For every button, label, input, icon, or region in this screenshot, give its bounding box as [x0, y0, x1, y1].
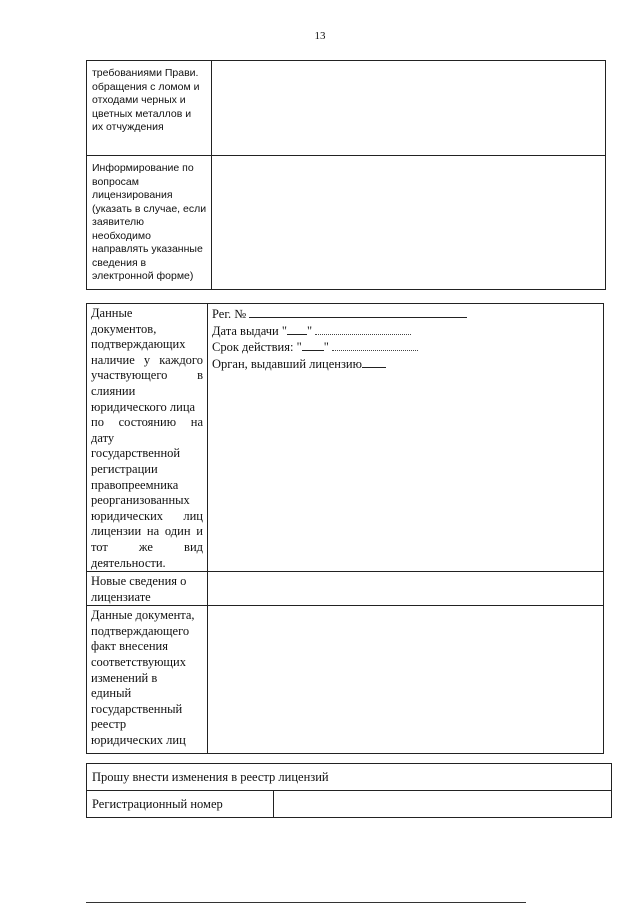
validity-label: Срок действия: " [212, 340, 302, 355]
reg-number-line [212, 306, 599, 323]
issuer-label: Орган, выдавший лицензию [212, 356, 362, 371]
license-details-cell [208, 304, 604, 572]
licensing-info-value[interactable] [212, 156, 606, 290]
validity-line [212, 339, 599, 356]
validity-day-field[interactable] [302, 339, 324, 351]
new-licensee-info-value[interactable] [208, 572, 604, 606]
egrul-document-value[interactable] [208, 606, 604, 754]
licensing-info-label-cell [87, 156, 212, 290]
merger-documents-label-cell [87, 304, 208, 572]
issue-date-day-field[interactable] [287, 323, 307, 335]
registry-request-text: Прошу внести изменения в реестр лицензий [87, 764, 612, 791]
issue-date-line [212, 323, 599, 340]
merger-documents-table [86, 303, 604, 754]
issue-date-quote: " [306, 323, 313, 338]
license-info-table-top [86, 60, 606, 290]
rules-requirements-label: требованиями Прави. обращения с ломом и отходами черных и цветных металлов и их отчуждения [92, 67, 200, 133]
issuer-line [212, 356, 599, 373]
egrul-document-label-cell [87, 606, 208, 754]
issue-date-month-year-field[interactable] [315, 323, 411, 335]
new-licensee-info-label-cell [87, 572, 208, 606]
merger-documents-label: Данные документов, подтверждающих наличие у каждого участвующего в слиянии юридического лица по состоянию на дату государственной регистрации правопреемника реорганизованных юридических лиц лицензии на один и тот же вид деятельности. [91, 306, 203, 570]
validity-quote: " [323, 340, 329, 355]
reg-number-label: Рег. № [212, 307, 247, 321]
rules-requirements-label-cell [87, 61, 212, 156]
page-number: 13 [314, 30, 326, 42]
bottom-divider [86, 902, 526, 903]
validity-month-year-field[interactable] [332, 339, 418, 351]
reg-number-field[interactable] [249, 306, 467, 318]
registration-number-label: Регистрационный номер [87, 791, 274, 818]
issue-date-label: Дата выдачи " [212, 323, 287, 338]
new-licensee-info-label: Новые сведения о лицензиате [91, 574, 187, 604]
egrul-document-label: Данные документа, подтверждающего факт внесения соответствующих изменений в единый государственный реестр юридических лиц [91, 608, 195, 748]
registry-request-table [86, 763, 612, 818]
registration-number-value[interactable] [274, 791, 612, 818]
licensing-info-label: Информирование по вопросам лицензирования (указать в случае, если заявителю необходимо направлять указанные сведения в электронной форме) [92, 162, 207, 282]
rules-requirements-value[interactable] [212, 61, 606, 156]
issuer-field[interactable] [362, 356, 386, 368]
